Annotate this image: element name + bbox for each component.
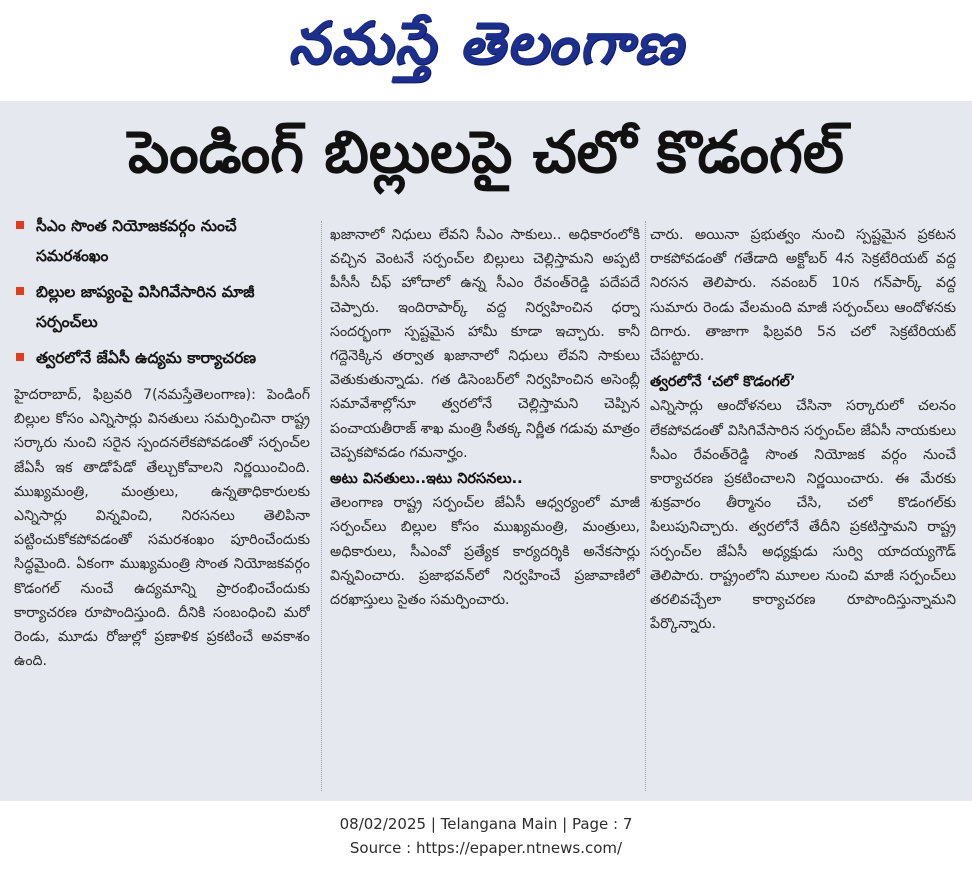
highlight-item xyxy=(14,343,310,373)
section-subheading: త్వరలోనే ‘చలో కొడంగల్’ xyxy=(650,374,796,391)
article-headline: పెండింగ్ బిల్లులపై చలో కొడంగల్ xyxy=(128,117,844,186)
highlight-text: బిల్లుల జాప్యంపై విసిగివేసారిన మాజీ సర్పంచ్‌లు xyxy=(36,283,255,331)
column-divider xyxy=(645,221,646,791)
newspaper-logo: నమస్తే తెలంగాణ xyxy=(288,8,684,77)
body-paragraph: ఎన్నిసార్లు ఆందోళనలు చేసినా సర్కారులో చలనం లేకపోవడంతో విసిగివేసారిన సర్పంచ్‌ల జేఏసీ నాయకులు సీఎం రేవంత్‌రెడ్డి సొంత నియోజక వర్గం నుంచే కార్యాచరణ ప్రకటించాలని నిర్ణయించారు. ఈ మేరకు శుక్రవారం తీర్మానం చేసి, చలో కొడంగల్‌కు పిలుపునిచ్చారు. త్వరలోనే తేదీని ప్రకటిస్తామని రాష్ట్ర సర్పంచ్‌ల జేఏసీ అధ్యక్షుడు సుర్వి యాదయ్యగౌడ్ తెలిపారు. రాష్ట్రంలోని మూలల నుంచి మాజీ సర్పంచ్‌లు తరలివచ్చేలా కార్యాచరణ రూపొందిస్తున్నామని పేర్కొన్నారు. xyxy=(650,398,956,633)
column-divider xyxy=(321,221,322,791)
bullet-square-icon xyxy=(16,353,24,361)
article-column-3 xyxy=(650,223,956,793)
highlight-text: సీఎం సొంత నియోజకవర్గం నుంచే సమరశంఖం xyxy=(36,217,237,265)
highlight-item xyxy=(14,277,310,337)
highlight-text: త్వరలోనే జేఏసీ ఉద్యమ కార్యాచరణ xyxy=(36,349,257,367)
body-paragraph: ఖజానాలో నిధులు లేవని సీఎం సాకులు.. అధికారంలోకి వచ్చిన వెంటనే సర్పంచ్‌ల బిల్లులు చెల్లిస్తామని అప్పటి పీసీసీ చీఫ్ హోదాలో ఉన్న సీఎం రేవంత్‌రెడ్డి పదేపదే చెప్పారు. ఇందిరాపార్క్ వద్ద నిర్వహించిన ధర్నా సందర్భంగా స్పష్టమైన హామీ కూడా ఇచ్చారు. కానీ గద్దెనెక్కిన తర్వాత ఖజానాలో నిధులు లేవని సాకులు వెతుకుతున్నాడు. గత డిసెంబర్‌లో నిర్వహించిన అసెంబ్లీ సమావేశాల్లోనూ త్వరలోనే చెల్లిస్తామని చెప్పిన పంచాయతీరాజ్ శాఖ మంత్రి సీతక్క నిర్ణీత గడువు మాత్రం చెప్పకపోవడం గమనార్హం. xyxy=(330,227,640,461)
news-clipping xyxy=(0,101,972,801)
body-paragraph: హైదరాబాద్, ఫిబ్రవరి 7(నమస్తేతెలంగాణ): పెండింగ్ బిల్లుల కోసం ఎన్నిసార్లు వినతులు సమర్పించినా రాష్ట్ర సర్కారు నుంచి సరైన స్పందనలేకపోవడంతో సర్పంచ్‌ల జేఏసీ ఇక తాడోపేడో తేల్చుకోవాలని నిర్ణయించింది. ముఖ్యమంత్రి, మంత్రులు, ఉన్నతాధికారులకు ఎన్నిసార్లు విన్నవించి, నిరసనలు తెలిపినా పట్టించుకోకపోవడంతో సమరశంఖం పూరించేందుకు సిద్ధమైంది. ఏకంగా ముఖ్యమంత్రి సొంత నియోజకవర్గం కొడంగల్ నుంచే ఉద్యమాన్ని ప్రారంభించేందుకు కార్యాచరణ రూపొందిస్తుంది. దీనికి సంబంధించి మరో రెండు, మూడు రోజుల్లో ప్రణాళిక ప్రకటించే అవకాశం ఉంది. xyxy=(14,387,310,670)
source-link[interactable]: Source : https://epaper.ntnews.com/ xyxy=(349,839,623,857)
section-subheading: అటు వినతులు..ఇటు నిరసనలు.. xyxy=(330,471,523,488)
bullet-square-icon xyxy=(16,221,24,229)
article-column-2 xyxy=(330,223,640,793)
bullet-square-icon xyxy=(16,287,24,295)
highlight-item xyxy=(14,211,310,271)
masthead xyxy=(0,0,972,100)
article-column-1 xyxy=(14,211,310,791)
body-paragraph: చారు. అయినా ప్రభుత్వం నుంచి స్పష్టమైన ప్రకటన రాకపోవడంతో గతేడాది అక్టోబర్ 4న సెక్రటేరియట్ వద్ద నిరసన తెలిపారు. నవంబర్ 10న గన్‌పార్క్ వద్ద సుమారు రెండు వేలమంది మాజీ సర్పంచ్‌లు ఆందోళనకు దిగారు. తాజాగా ఫిబ్రవరి 5న చలో సెక్రటేరియట్ చేపట్టారు. xyxy=(650,227,956,365)
page-footer xyxy=(0,812,972,860)
edition-info: 08/02/2025 | Telangana Main | Page : 7 xyxy=(339,815,633,833)
body-paragraph: తెలంగాణ రాష్ట్ర సర్పంచ్‌ల జేఏసీ ఆధ్వర్యంలో మాజీ సర్పంచ్‌లు బిల్లుల కోసం ముఖ్యమంత్రి, మంత్రులు, అధికారులు, సీఎంవో ప్రత్యేక కార్యదర్శికి అనేకసార్లు విన్నవించారు. ప్రజాభవన్‌లో నిర్వహించే ప్రజావాణిలో దరఖాస్తులు సైతం సమర్పించారు. xyxy=(330,495,640,609)
highlights-list xyxy=(14,211,310,373)
